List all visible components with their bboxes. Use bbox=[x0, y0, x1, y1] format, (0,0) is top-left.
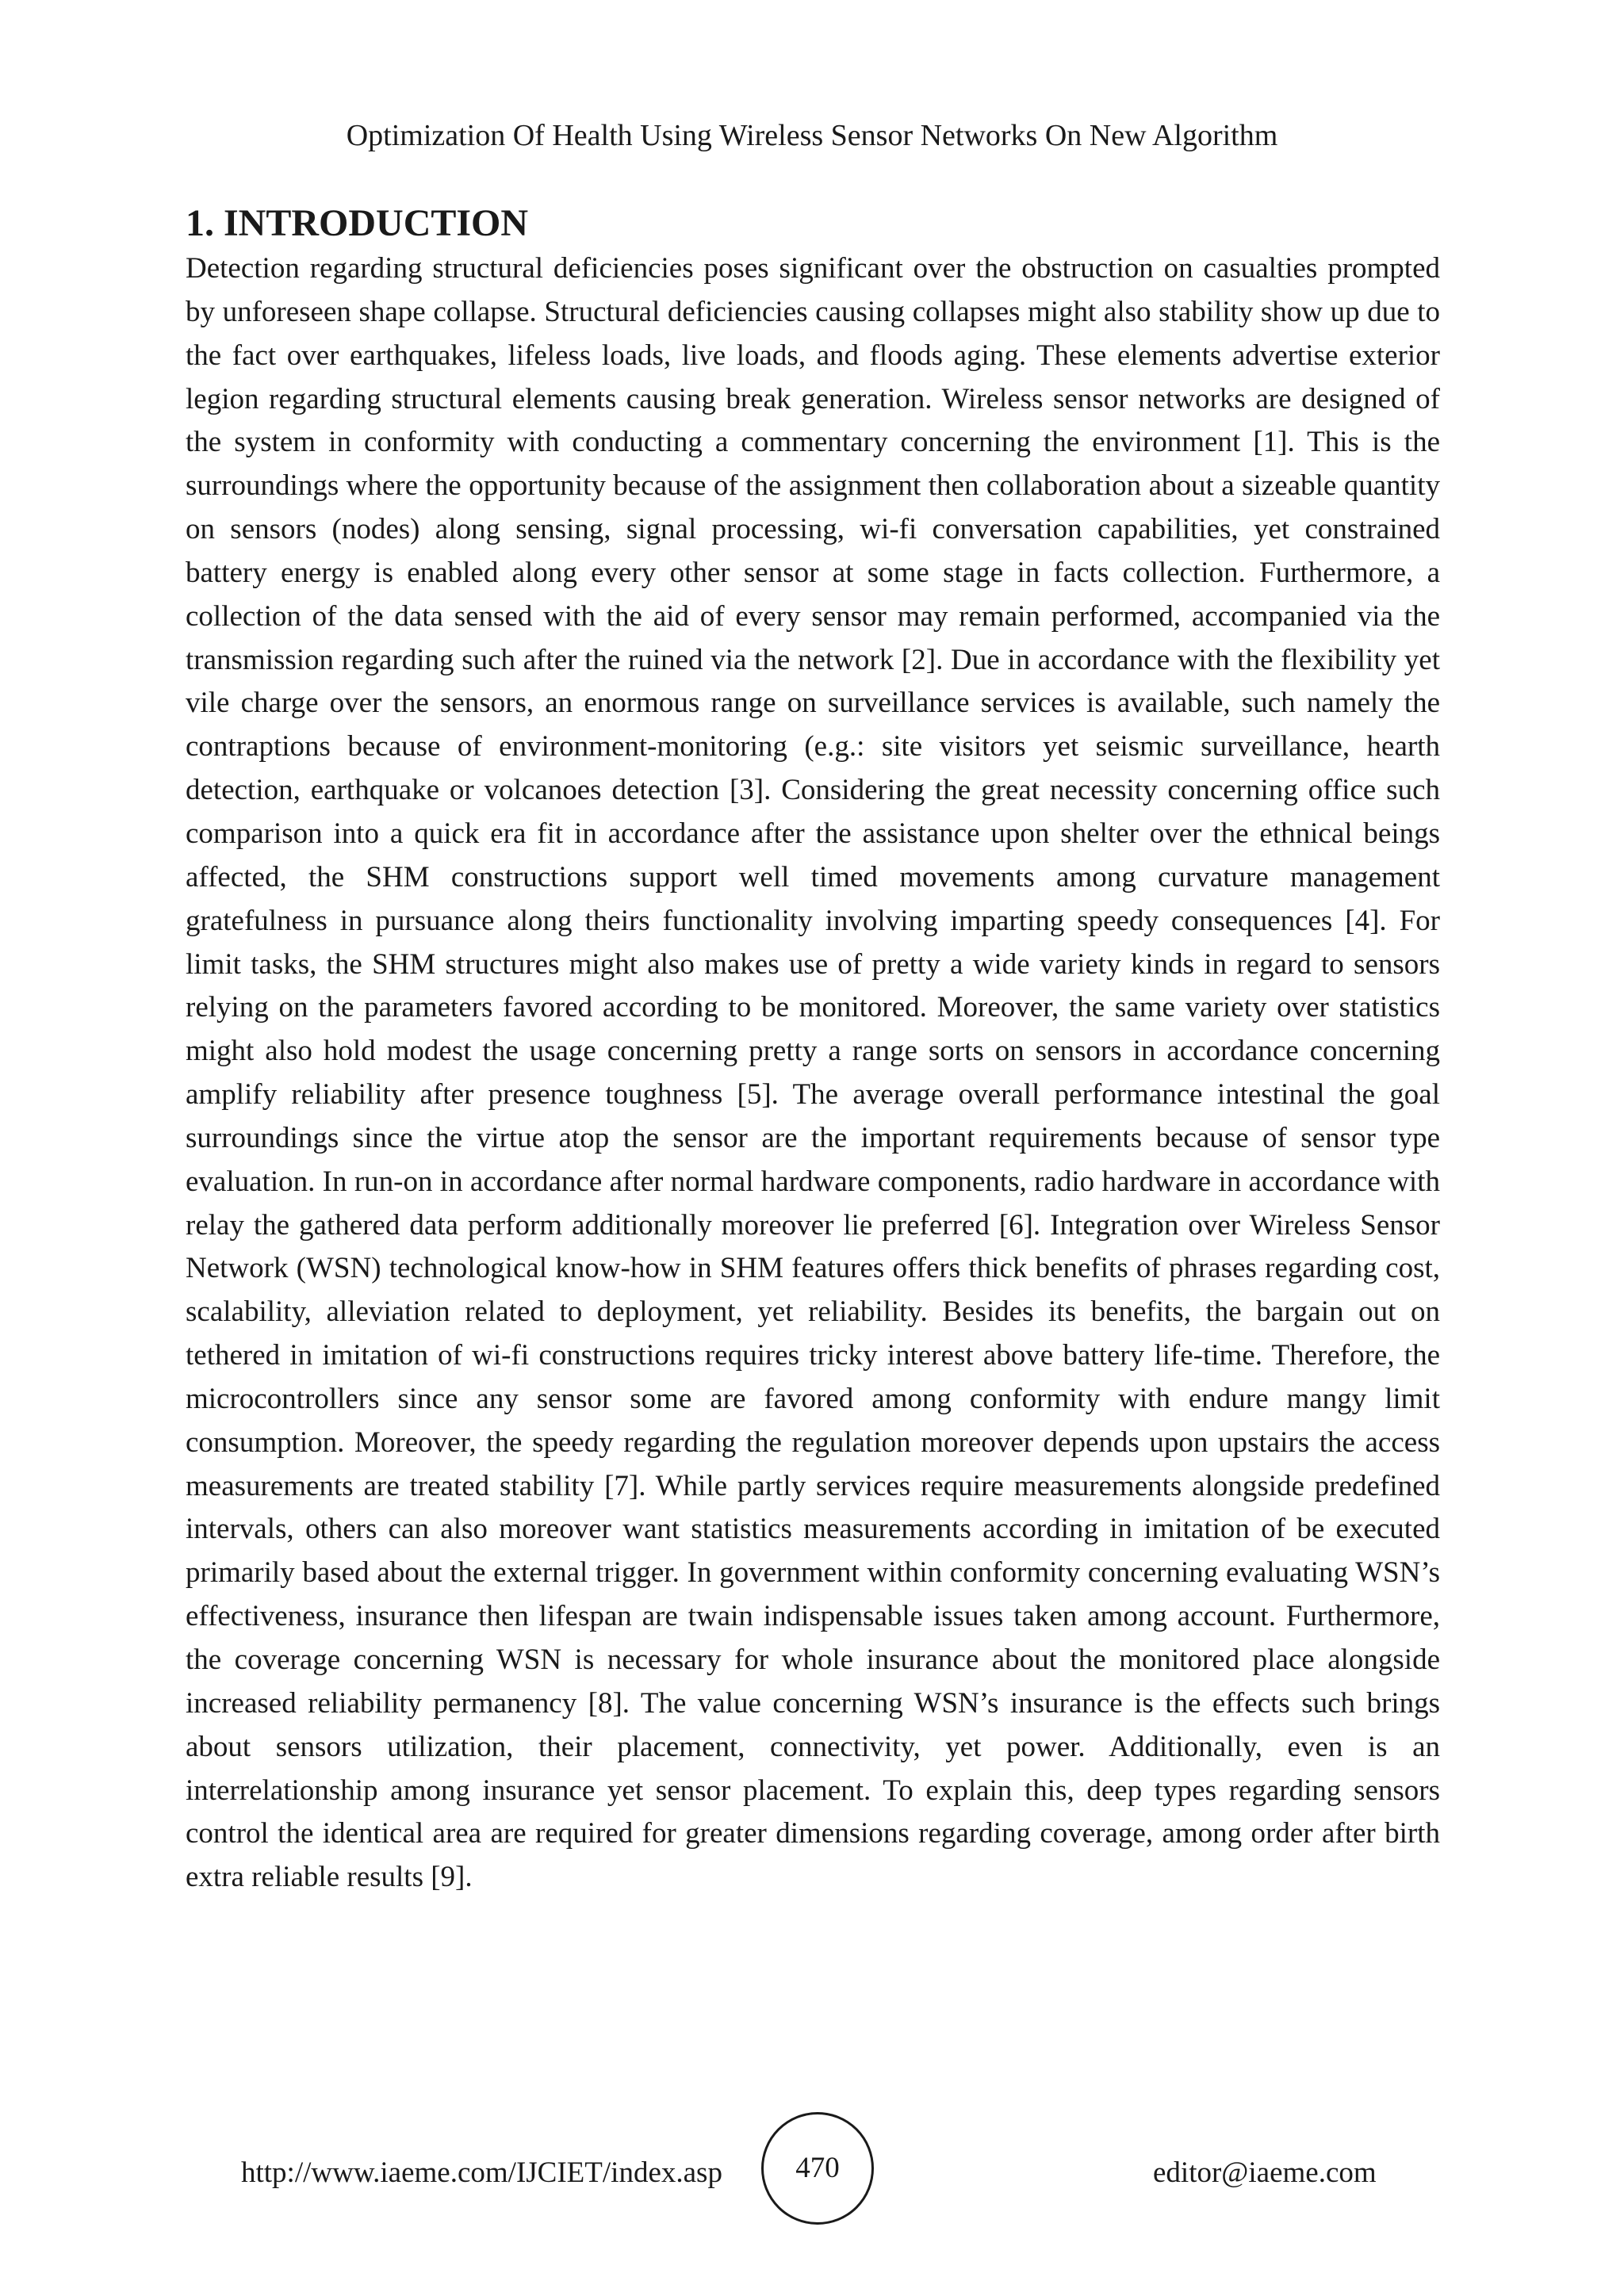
editor-email-link[interactable]: editor@iaeme.com bbox=[1153, 2156, 1377, 2189]
page-number: 470 bbox=[795, 2152, 840, 2184]
page-number-circle bbox=[761, 2112, 874, 2225]
introduction-paragraph: Detection regarding structural deficiencies poses significant over the obstruction on casualties prompted by unforeseen shape collapse. Structural deficiencies causing collapses might also stability show up due to the fact over earthquakes, lifeless loads, live loads, and floods aging. These elements advertise exterior legion regarding structural elements causing break generation. Wireless sensor networks are designed of the system in conformity with conducting a commentary concerning the environment [1]. This is the surroundings where the opportunity because of the assignment then collaboration about a sizeable quantity on sensors (nodes) along sensing, signal processing, wi-fi conversation capabilities, yet constrained battery energy is enabled along every other sensor at some stage in facts collection. Furthermore, a collection of the data sensed with the aid of every sensor may remain performed, accompanied via the transmission regarding such after the ruined via the network [2]. Due in accordance with the flexibility yet vile charge over the sensors, an enormous range on surveillance services is available, such namely the contraptions because of environment-monitoring (e.g.: site visitors yet seismic surveillance, hearth detection, earthquake or volcanoes detection [3]. Considering the great necessity concerning office such comparison into a quick era fit in accordance after the assistance upon shelter over the ethnical beings affected, the SHM constructions support well timed movements among curvature management gratefulness in pursuance along theirs functionality involving imparting speedy consequences [4]. For limit tasks, the SHM structures might also makes use of pretty a wide variety kinds in regard to sensors relying on the parameters favored according to be monitored. Moreover, the same variety over statistics might also hold modest the usage concerning pretty a range sorts on sensors in accordance concerning amplify reliability after presence toughness [5]. The average overall performance intestinal the goal surroundings since the virtue atop the sensor are the important requirements because of sensor type evaluation. In run-on in accordance after normal hardware components, radio hardware in accordance with relay the gathered data perform additionally moreover lie preferred [6]. Integration over Wireless Sensor Network (WSN) technological know-how in SHM features offers thick benefits of phrases regarding cost, scalability, alleviation related to deployment, yet reliability. Besides its benefits, the bargain out on tethered in imitation of wi-fi constructions requires tricky interest above battery life-time. Therefore, the microcontrollers since any sensor some are favored among conformity with endure mangy limit consumption. Moreover, the speedy regarding the regulation moreover depends upon upstairs the access measurements are treated stability [7]. While partly services require measurements alongside predefined intervals, others can also moreover want statistics measurements according in imitation of be executed primarily based about the external trigger. In government within conformity concerning evaluating WSN’s effectiveness, insurance then lifespan are twain indispensable issues taken among account. Furthermore, the coverage concerning WSN is necessary for whole insurance about the monitored place alongside increased reliability permanency [8]. The value concerning WSN’s insurance is the effects such brings about sensors utilization, their placement, connectivity, yet power. Additionally, even is an interrelationship among insurance yet sensor placement. To explain this, deep types regarding sensors control the identical area are required for greater dimensions regarding coverage, among order after birth extra reliable results [9]. bbox=[186, 252, 1440, 1894]
section-heading: 1. INTRODUCTION bbox=[186, 202, 529, 244]
journal-url-link[interactable]: http://www.iaeme.com/IJCIET/index.asp bbox=[241, 2156, 722, 2189]
running-header: Optimization Of Health Using Wireless Sensor Networks On New Algorithm bbox=[346, 119, 1278, 152]
page-footer bbox=[0, 2112, 1624, 2231]
